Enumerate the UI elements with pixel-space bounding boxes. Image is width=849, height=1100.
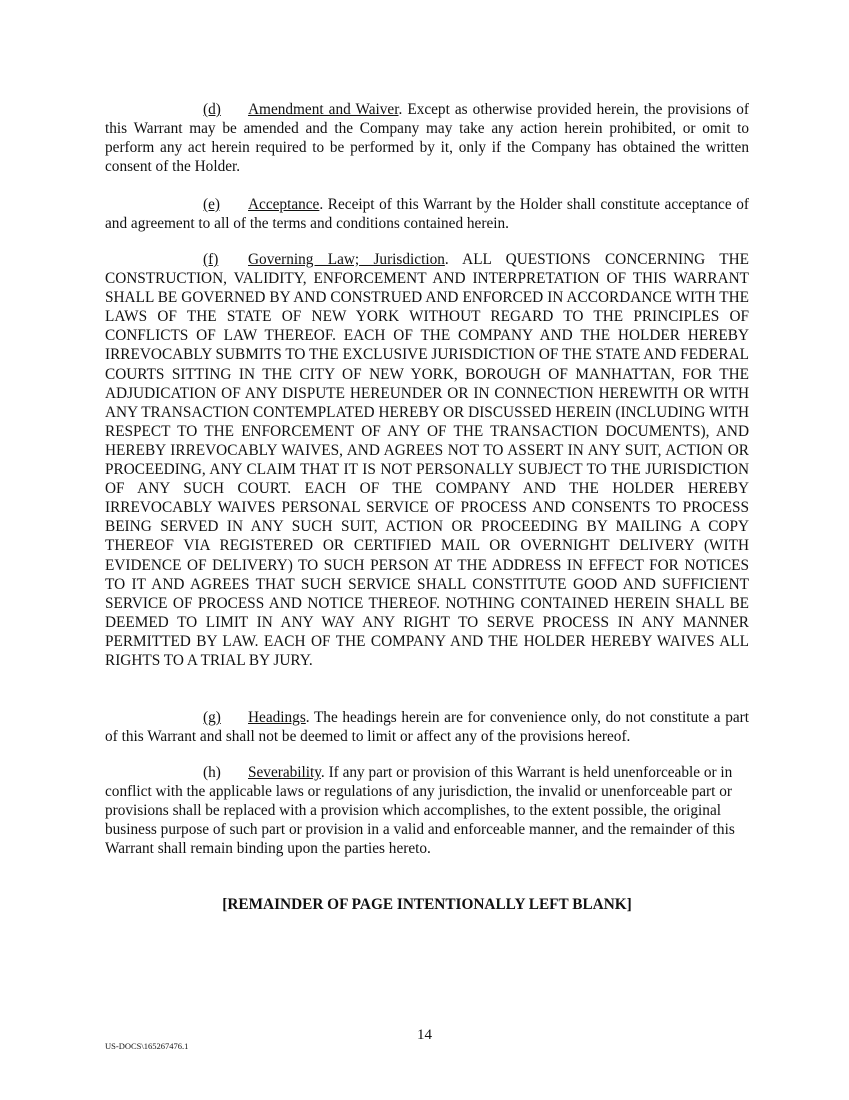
section-e-paragraph [105, 195, 749, 233]
section-f-body: . ALL QUESTIONS CONCERNING THE CONSTRUCTION, VALIDITY, ENFORCEMENT AND INTERPRETATION OF THIS WARRANT SHALL BE GOVERNED BY AND CONSTRUED AND ENFORCED IN ACCORDANCE WITH THE LAWS OF THE STATE OF NEW YORK WITHOUT REGARD TO THE PRINCIPLES OF CONFLICTS OF LAW THEREOF. EACH OF THE COMPANY AND THE HOLDER HEREBY IRREVOCABLY SUBMITS TO THE EXCLUSIVE JURISDICTION OF THE STATE AND FEDERAL COURTS SITTING IN THE CITY OF NEW YORK, BOROUGH OF MANHATTAN, FOR THE ADJUDICATION OF ANY DISPUTE HEREUNDER OR IN CONNECTION HEREWITH OR WITH ANY TRANSACTION CONTEMPLATED HEREBY OR DISCUSSED HEREIN (INCLUDING WITH RESPECT TO THE ENFORCEMENT OF ANY OF THE TRANSACTION DOCUMENTS), AND HEREBY IRREVOCABLY WAIVES, AND AGREES NOT TO ASSERT IN ANY SUIT, ACTION OR PROCEEDING, ANY CLAIM THAT IT IS NOT PERSONALLY SUBJECT TO THE JURISDICTION OF ANY SUCH COURT. EACH OF THE COMPANY AND THE HOLDER HEREBY IRREVOCABLY WAIVES PERSONAL SERVICE OF PROCESS AND CONSENTS TO PROCESS BEING SERVED IN ANY SUCH SUIT, ACTION OR PROCEEDING BY MAILING A COPY THEREOF VIA REGISTERED OR CERTIFIED MAIL OR OVERNIGHT DELIVERY (WITH EVIDENCE OF DELIVERY) TO SUCH PERSON AT THE ADDRESS IN EFFECT FOR NOTICES TO IT AND AGREES THAT SUCH SERVICE SHALL CONSTITUTE GOOD AND SUFFICIENT SERVICE OF PROCESS AND NOTICE THEREOF. NOTHING CONTAINED HEREIN SHALL BE DEEMED TO LIMIT IN ANY WAY ANY RIGHT TO SERVE PROCESS IN ANY MANNER PERMITTED BY LAW. EACH OF THE COMPANY AND THE HOLDER HEREBY WAIVES ALL RIGHTS TO A TRIAL BY JURY. [105, 251, 750, 669]
section-f-label: (f) [203, 251, 219, 268]
section-d-label: (d) [203, 101, 221, 118]
section-e-heading: Acceptance [248, 196, 320, 213]
section-d-heading: Amendment and Waiver [248, 101, 399, 118]
section-h-body: . If any part or provision of this Warrant is held unenforceable or in conflict with the applicable laws or regulations of any jurisdiction, the invalid or unenforceable part or provisions shall be replaced with a provision which accomplishes, to the extent possible, the original business purpose of such part or provision in a valid and enforceable manner, and the remainder of this Warrant shall remain binding upon the parties hereto. [105, 764, 735, 858]
section-g-body: . The headings herein are for convenience only, do not constitute a part of this Warrant and shall not be deemed to limit or affect any of the provisions hereof. [105, 709, 749, 746]
section-g-heading: Headings [248, 709, 306, 726]
document-id: US-DOCS\165267476.1 [105, 1041, 189, 1051]
section-d-body: . Except as otherwise provided herein, the provisions of this Warrant may be amended and the Company may take any action herein prohibited, or omit to perform any act herein required to be performed by it, only if the Company has obtained the written consent of the Holder. [105, 101, 749, 176]
remainder-notice: [REMAINDER OF PAGE INTENTIONALLY LEFT BLANK] [222, 896, 632, 913]
page-number: 14 [417, 1027, 432, 1043]
section-f-heading: Governing Law; Jurisdiction [248, 251, 445, 268]
section-g-paragraph [105, 708, 749, 746]
section-g-label: (g) [203, 709, 221, 726]
section-h-label: (h) [203, 764, 221, 781]
section-f-paragraph [105, 250, 749, 670]
section-h-heading: Severability [248, 764, 321, 781]
section-d-paragraph [105, 100, 749, 176]
section-e-label: (e) [203, 196, 220, 213]
section-h-paragraph [105, 763, 749, 858]
section-e-body: . Receipt of this Warrant by the Holder shall constitute acceptance of and agreement to all of the terms and conditions contained herein. [105, 196, 749, 233]
